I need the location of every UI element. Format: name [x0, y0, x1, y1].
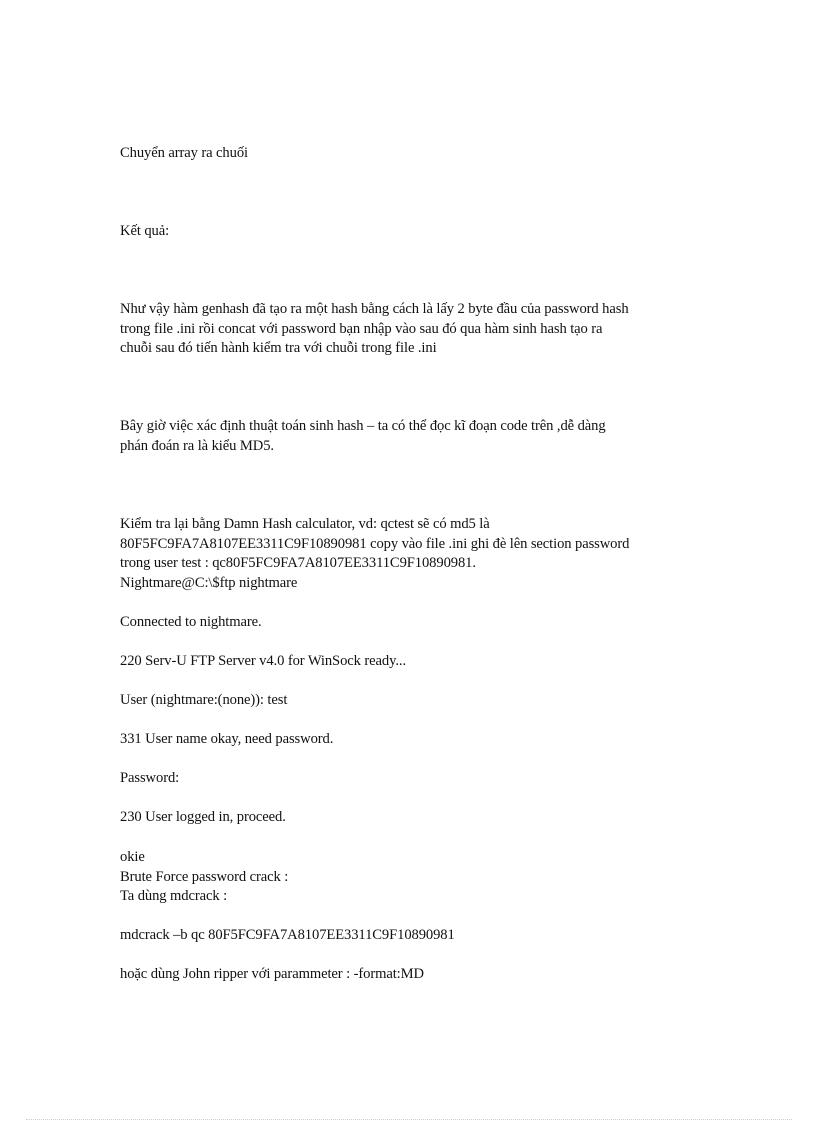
paragraph-brute-force-line-1: okie: [120, 849, 145, 865]
paragraph-genhash-line-3: chuỗi sau đó tiến hành kiểm tra với chuỗi trong file .ini: [120, 340, 437, 356]
paragraph-logged-in: 230 User logged in, proceed.: [120, 809, 286, 825]
paragraph-verify-line-1: Kiểm tra lại bằng Damn Hash calculator, vd: qctest sẽ có md5 là: [120, 516, 490, 532]
paragraph-genhash-line-1: Như vậy hàm genhash đã tạo ra một hash bằng cách là lấy 2 byte đầu của password hash: [120, 301, 629, 317]
paragraph-array-to-string: Chuyển array ra chuối: [120, 145, 248, 161]
paragraph-john-ripper: hoặc dùng John ripper với parammeter : -format:MD: [120, 966, 424, 982]
paragraph-genhash-line-2: trong file .ini rồi concat với password bạn nhập vào sau đó qua hàm sinh hash tạo ra: [120, 320, 603, 337]
paragraph-result-label: Kết quả:: [120, 223, 170, 239]
paragraph-need-password: 331 User name okay, need password.: [120, 731, 334, 747]
paragraph-server-banner: 220 Serv-U FTP Server v4.0 for WinSock ready...: [120, 653, 406, 669]
paragraph-brute-force-line-2: Brute Force password crack :: [120, 868, 289, 885]
paragraph-user-prompt: User (nightmare:(none)): test: [120, 692, 288, 708]
paragraph-verify-line-3: trong user test : qc80F5FC9FA7A8107EE3311C9F10890981.: [120, 555, 476, 571]
paragraph-password-prompt: Password:: [120, 770, 180, 786]
paragraph-mdcrack-command: mdcrack –b qc 80F5FC9FA7A8107EE3311C9F10890981: [120, 927, 455, 943]
paragraph-hash-algorithm-line-2: phán đoán ra là kiểu MD5.: [120, 437, 274, 454]
paragraph-verify-line-2: 80F5FC9FA7A8107EE3311C9F10890981 copy vào file .ini ghi đè lên section password: [120, 535, 630, 552]
paragraph-connected: Connected to nightmare.: [120, 614, 262, 630]
paragraph-verify-line-4: Nightmare@C:\$ftp nightmare: [120, 574, 298, 591]
paragraph-hash-algorithm-line-1: Bây giờ việc xác định thuật toán sinh hash – ta có thể đọc kĩ đoạn code trên ,dễ dàng: [120, 418, 606, 434]
paragraph-brute-force-line-3: Ta dùng mdcrack :: [120, 888, 228, 904]
page-bottom-divider: [26, 1119, 792, 1120]
